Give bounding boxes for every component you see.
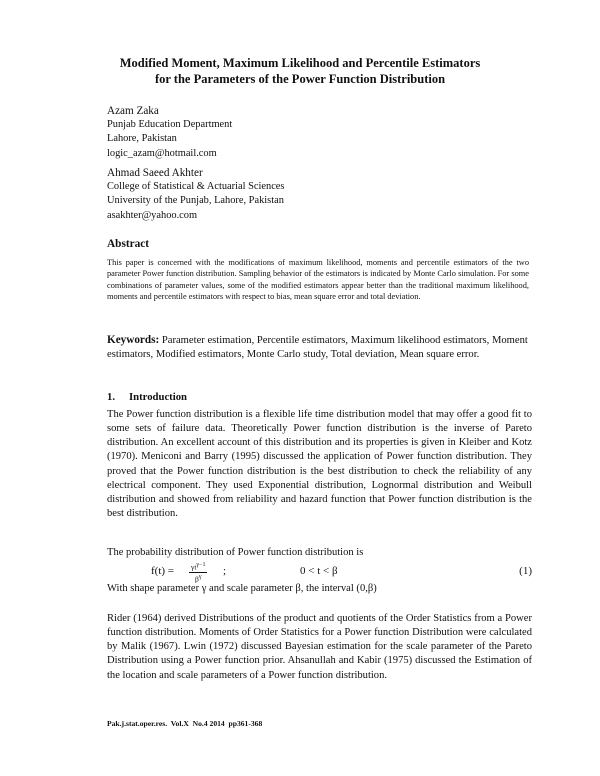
equation-number: (1) <box>519 565 532 577</box>
fraction-denominator: $\beta^\gamma$ <box>194 573 202 583</box>
journal-footer: Pak.j.stat.oper.res. Vol.X No.4 2014 pp361-368 <box>107 719 263 728</box>
numerator-exponent: γ−1 <box>196 562 206 568</box>
paper-title <box>60 55 540 87</box>
author-location: University of the Punjab, Lahore, Pakistan <box>107 195 284 207</box>
author-block-2 <box>107 166 284 223</box>
fraction-numerator: $\gamma t^{\gamma-1}$ <box>191 562 206 572</box>
author-location: Lahore, Pakistan <box>107 133 177 145</box>
denominator-exponent: γ <box>198 573 202 580</box>
abstract-heading: Abstract <box>107 238 150 250</box>
author-email: asakhter@yahoo.com <box>107 209 198 221</box>
section-heading-introduction <box>107 391 187 403</box>
title-line-2: for the Parameters of the Power Function Distribution <box>154 72 446 86</box>
section-title: Introduction <box>129 391 188 403</box>
intro-paragraph-2: Rider (1964) derived Distributions of the product and quotients of the Order Statistics from a Power function distribution. Moments of Order Statistics for a Power function Distribution were calculated by Malik (1967). Lwin (1972) discussed Bayesian estimation for the scale parameter of the Pareto Distribution using a Power function prior. Ahsanullah and Kabir (1975) discussed the Estimation of the location and scale parameters of a Power function distribution. <box>107 613 532 681</box>
keywords-text: Parameter estimation, Percentile estimators, Maximum likelihood estimators, Moment estimators, Modified estimators, Monte Carlo study, Total deviation, Mean square error. <box>107 335 528 361</box>
author-name: Ahmad Saeed Akhter <box>107 167 203 179</box>
probability-sentence: The probability distribution of Power function distribution is <box>107 547 364 558</box>
author-affiliation: Punjab Education Department <box>107 119 233 131</box>
abstract-text: This paper is concerned with the modifications of maximum likelihood, moments and percentile estimators of the two parameter Power function distribution. Sampling behavior of the estimators is indicated by Monte Carlo simulation. For some combinations of parameter values, some of the modified estimators appear better than the traditional maximum likelihood, moments and percentile estimators with respect to bias, mean square error and total deviation. <box>107 258 529 301</box>
equation-semicolon: ; <box>223 565 227 577</box>
author-block-1 <box>107 104 232 161</box>
equation-lhs: f(t) = <box>151 565 174 577</box>
keywords-label: Keywords: <box>107 334 160 346</box>
equation-range: 0 < t < β <box>300 565 338 577</box>
intro-paragraph-1: The Power function distribution is a flexible life time distribution model that may offer a good fit to some sets of failure data. Theoretically Power function distribution is the inverse of Pareto distribution. An excellent account of this distribution and its properties is given in Kleiber and Kotz (1970). Meniconi and Barry (1995) discussed the application of Power function distribution. They proved that the Power function distribution is the best distribution to check the reliability of any electrical component. They used Exponential distribution, Lognormal distribution and Weibull distribution and showed from reliability and hazard function that Power function distribution is the best distribution. <box>107 409 532 520</box>
keywords <box>107 333 531 362</box>
section-number: 1. <box>107 391 116 403</box>
parameter-sentence: With shape parameter γ and scale parameter β, the interval (0,β) <box>107 583 377 594</box>
title-line-1: Modified Moment, Maximum Likelihood and Percentile Estimators <box>119 56 481 70</box>
author-email: logic_azam@hotmail.com <box>107 147 217 159</box>
equation-1 <box>107 561 532 581</box>
author-name: Azam Zaka <box>107 105 159 117</box>
author-affiliation: College of Statistical & Actuarial Sciences <box>107 181 285 193</box>
equation-fraction <box>189 561 207 583</box>
